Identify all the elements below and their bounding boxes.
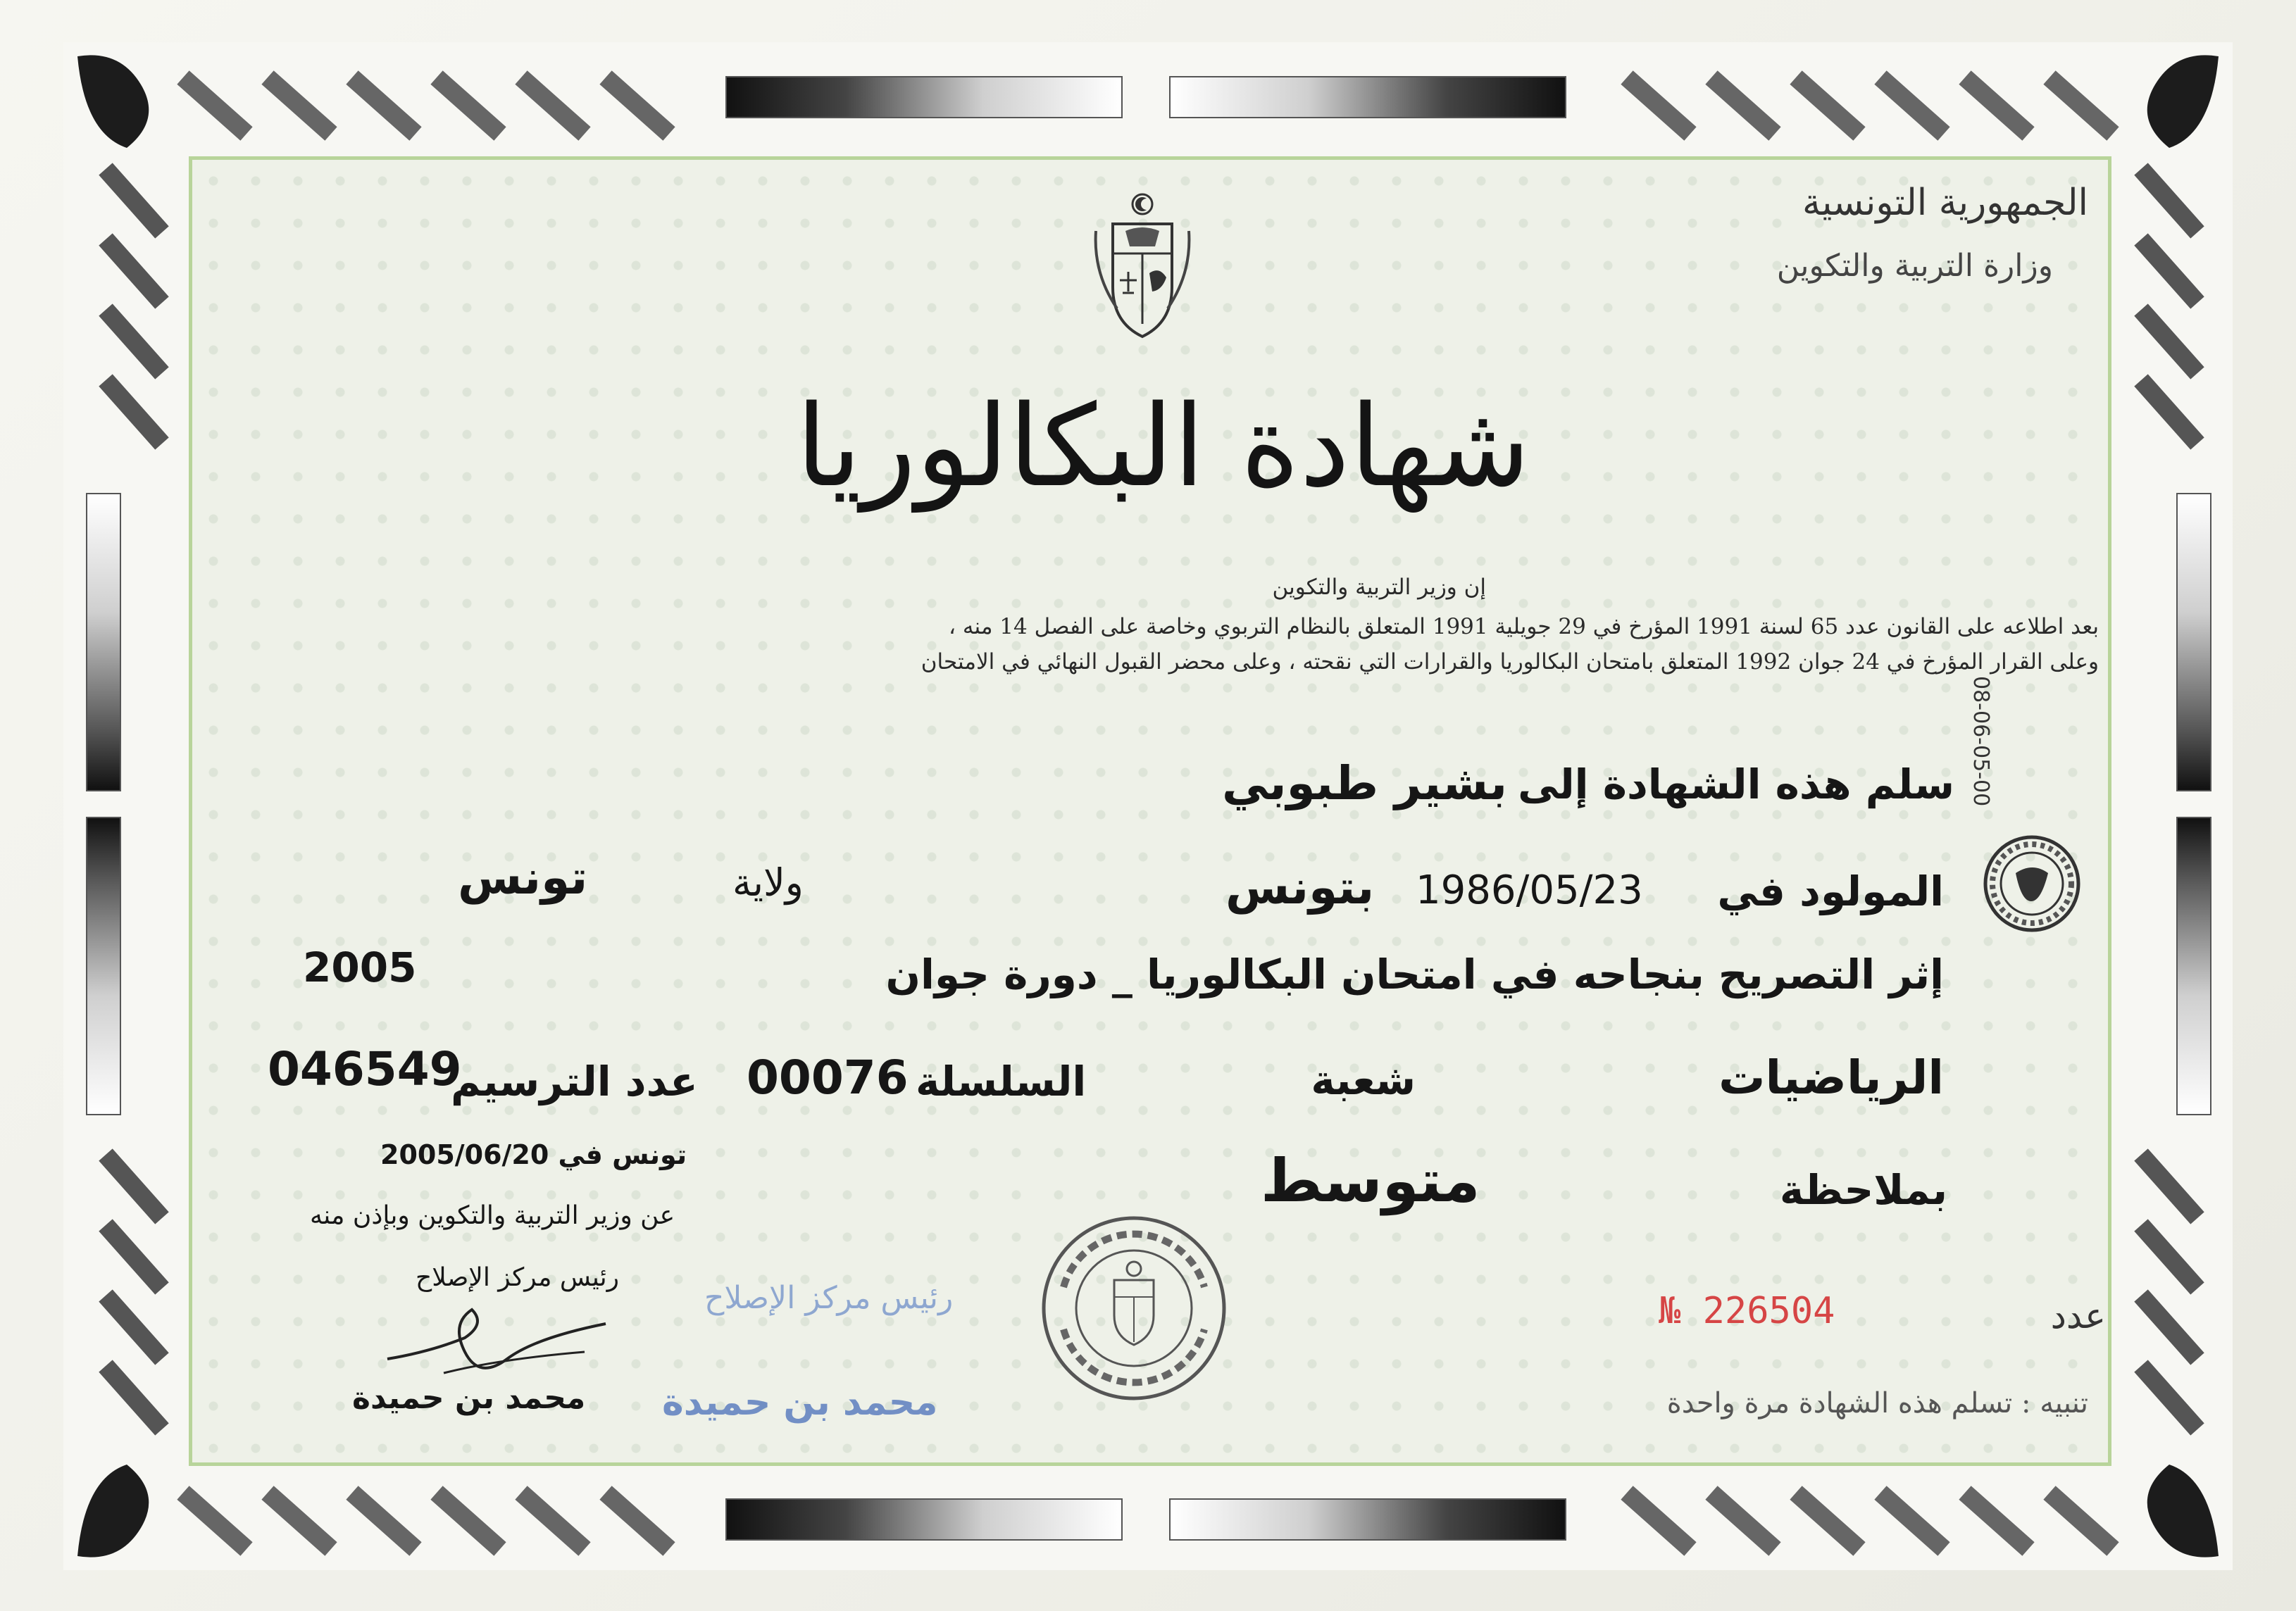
series-label: السلسلة [916,1058,1087,1105]
recipient-label: سلم هذه الشهادة إلى [1518,760,1954,808]
official-seal-icon [1035,1210,1233,1407]
governorate-label: ولاية [732,860,804,905]
preamble-line-3: وعلى القرار المؤرخ في 24 جوان 1992 المتعلق بامتحان البكالوريا والقرارات التي نقحته ، وعلى محضر القبول النهائي في الامتحان [921,649,2099,675]
side-stamp-icon [1979,831,2085,936]
signature-date: 2005/06/20 [380,1139,549,1170]
blue-stamp-title: رئيس مركز الإصلاح [704,1280,954,1316]
registration-number: 046549 [268,1042,462,1096]
session-year: 2005 [303,944,417,991]
serial-number-prefix: № [1659,1290,1681,1332]
serial-number-value: 226504 [1702,1290,1835,1332]
grade-value: متوسط [1261,1146,1480,1215]
signer-name: محمد بن حميدة [352,1380,586,1416]
series-value: 00076 [747,1051,909,1105]
registration-label: عدد الترسيم [451,1058,698,1105]
on-behalf-text: عن وزير التربية والتكوين وبإذن منه [310,1201,675,1230]
seal-text [1056,1197,1068,1198]
branch-value: الرياضيات [1718,1051,1944,1105]
birth-date: 1986/05/23 [1416,867,1643,913]
birth-label: المولود في [1717,867,1944,915]
declaration-text: إثر التصريح بنجاحه في امتحان البكالوريا _ دورة جوان [885,951,1944,998]
signer-title: رئيس مركز الإصلاح [416,1263,620,1292]
recipient-name: بشير طبوبي [1222,756,1507,810]
notice-text: تنبيه : تسلم هذه الشهادة مرة واحدة [1666,1387,2088,1419]
republic-name: الجمهورية التونسية [1802,182,2088,224]
preamble-line-2: بعد اطلاعه على القانون عدد 65 لسنة 1991 المؤرخ في 29 جويلية 1991 المتعلق بالنظام التربوي وخاصة على الفصل 14 منه ، [949,614,2099,639]
grade-label: بملاحظة [1779,1166,1947,1214]
serial-number-label: عدد [2050,1296,2106,1336]
branch-label: شعبة [1311,1056,1416,1104]
tunisia-coat-of-arms-icon [1092,189,1193,351]
signature-place-date [380,1139,687,1170]
place-date-label: تونس في [558,1139,687,1170]
handwritten-signature-icon [380,1296,620,1387]
side-code: 08-06-05-00 [1969,676,1993,807]
governorate-value: تونس [458,851,588,905]
preamble-line-1: إن وزير التربية والتكوين [1272,575,1486,600]
ministry-name: وزارة التربية والتكوين [1776,248,2053,284]
birth-place: بتونس [1225,860,1375,915]
blue-stamp-name: محمد بن حميدة [662,1381,938,1424]
certificate-title: شهادة البكالوريا [796,380,1531,512]
serial-number [1659,1290,1835,1332]
